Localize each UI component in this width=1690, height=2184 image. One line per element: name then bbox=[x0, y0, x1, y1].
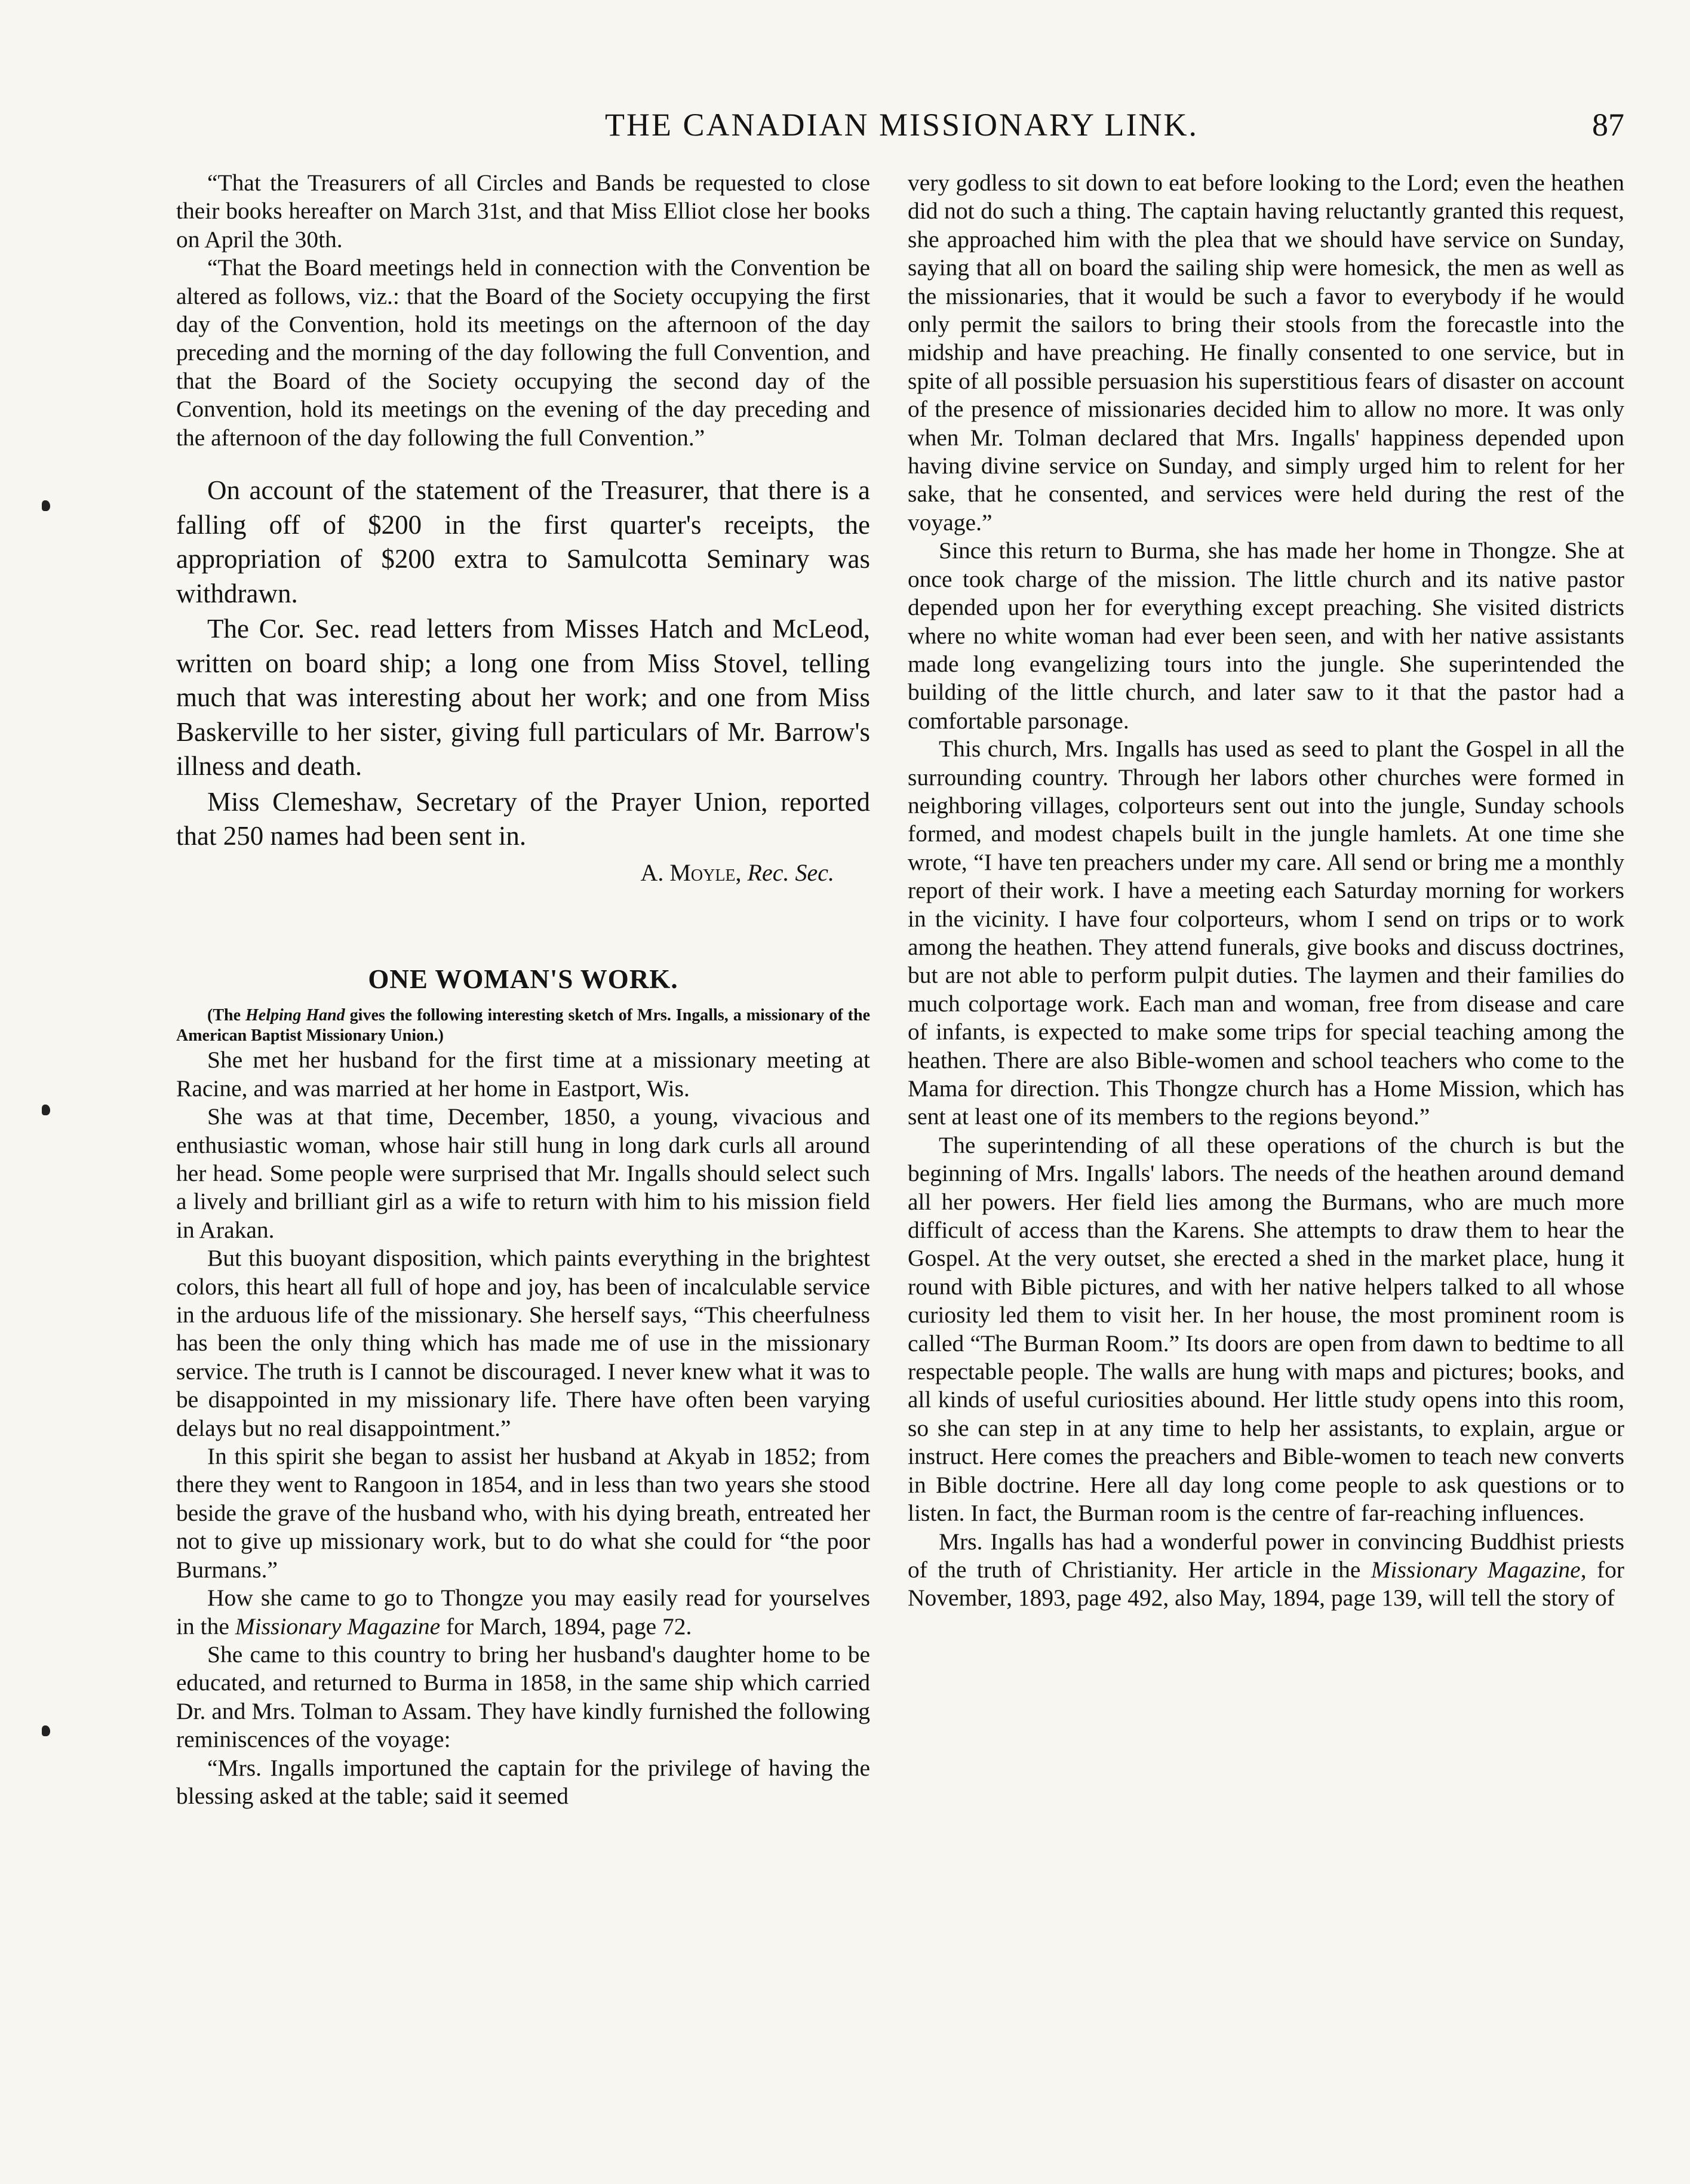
article-para-5: How she came to go to Thongze you may easily read for yourselves in the Missionary Magazine for March, 1894, page 72. bbox=[176, 1585, 870, 1639]
minutes-block bbox=[176, 473, 870, 854]
article-heading: ONE WOMAN'S WORK. bbox=[368, 964, 678, 994]
page-header bbox=[179, 106, 1624, 148]
margin-speck-mark bbox=[42, 1105, 50, 1115]
margin-speck-mark bbox=[42, 1725, 50, 1736]
signature-title: Rec. Sec. bbox=[747, 859, 834, 886]
signature bbox=[176, 859, 870, 887]
article-para-7: “Mrs. Ingalls importuned the captain for the privilege of having the blessing asked at the table; said it seemed bbox=[176, 1754, 870, 1809]
article-para-4: In this spirit she began to assist her husband at Akyab in 1852; from there they went to Rangoon in 1854, and in less than two years she stood beside the grave of the husband who, with his dying breath, entreated her not to give up missionary work, but to do what she could for “the poor Burmans.” bbox=[176, 1443, 870, 1583]
journal-title: THE CANADIAN MISSIONARY LINK. bbox=[605, 107, 1199, 143]
para-prayer-union: Miss Clemeshaw, Secretary of the Prayer Union, reported that 250 names had been sent in. bbox=[176, 786, 870, 851]
resolution-treasurers: “That the Treasurers of all Circles and Bands be requested to close their books hereafter on March 31st, and that Miss Elliot close her books on April the 30th. bbox=[176, 170, 870, 253]
margin-speck-mark bbox=[42, 500, 50, 511]
source-name: Helping Hand bbox=[245, 1006, 345, 1025]
page-number: 87 bbox=[1592, 107, 1624, 143]
para-treasurer-statement: On account of the statement of the Treasurer, that there is a falling off of $200 in the first quarter's receipts, the appropriation of $200 extra to Samulcotta Seminary was withdrawn. bbox=[176, 475, 870, 608]
article-para-10: This church, Mrs. Ingalls has used as seed to plant the Gospel in all the surrounding country. Through her labors other churches were formed in neighboring villages, colporteurs sent out into the jungle, Sunday schools formed, and modest chapels built in the jungle hamlets. At one time she wrote, “I have ten preachers under my care. All send or bring me a monthly report of their work. I have a meeting each Saturday morning for workers in the vicinity. I have four colporteurs, whom I send on trips or to work among the heathen. They attend funerals, give books and discuss doctrines, but are not able to perform pulpit duties. The laymen and their families do much colportage work. Each man and woman, free from disease and care of infants, is expected to make some trips for special teaching among the heathen. There are also Bible-women and school teachers who come to the Mama for direction. This Thongze church has a Home Mission, which has sent at least one of its members to the regions beyond.” bbox=[908, 736, 1624, 1130]
article-para-3: But this buoyant disposition, which paints everything in the brightest colors, this heart all full of hope and joy, has been of incalculable service in the arduous life of the missionary. She herself says, “This cheerfulness has been the only thing which has made me of use in the missionary service. The truth is I cannot be discouraged. I never knew what it was to be disappointed in my missionary life. There have often been varying delays but no real disappointment.” bbox=[176, 1245, 870, 1441]
article-para-12: Mrs. Ingalls has had a wonderful power in convincing Buddhist priests of the truth of Christianity. Her article in the Missionary Magazine, for November, 1893, page 492, also May, 1894, page 139, will tell the story of bbox=[908, 1528, 1624, 1611]
article-para-1: She met her husband for the first time at a missionary meeting at Racine, and was married at her home in Eastport, Wis. bbox=[176, 1047, 870, 1102]
article-para-2: She was at that time, December, 1850, a young, vivacious and enthusiastic woman, whose hair still hung in long dark curls all around her head. Some people were surprised that Mr. Ingalls should select such a lively and brilliant girl as a wife to return with him to his mission field in Arakan. bbox=[176, 1103, 870, 1243]
magazine-name: Missionary Magazine bbox=[235, 1613, 441, 1639]
signature-name: A. Moyle, bbox=[640, 859, 742, 886]
right-column bbox=[908, 169, 1624, 1613]
article-source-note: (The Helping Hand gives the following interesting sketch of Mrs. Ingalls, a missionary of the American Baptist Missionary Union.) bbox=[176, 1006, 871, 1045]
magazine-name: Missionary Magazine bbox=[1371, 1556, 1581, 1583]
article-para-8: very godless to sit down to eat before looking to the Lord; even the heathen did not do such a thing. The captain having reluctantly granted this request, she approached him with the plea that we should have service on Sunday, saying that all on board the sailing ship were homesick, the men as well as the missionaries, that it would be such a favor to everybody if he would only permit the sailors to bring their stools from the forecastle into the midship and have preaching. He finally consented to one service, but in spite of all possible persuasion his superstitious fears of disaster on account of the presence of missionaries decided him to allow no more. It was only when Mr. Tolman declared that Mrs. Ingalls' happiness depended upon having divine service on Sunday, and simply urged him to relent for her sake, that he consented, and services were held during the rest of the voyage.” bbox=[908, 170, 1624, 536]
article-para-9: Since this return to Burma, she has made her home in Thongze. She at once took charge of the mission. The little church and its native pastor depended upon her for everything except preaching. She visited districts where no white woman had ever been seen, and with her native assistants made long evangelizing tours into the jungle. She superintended the building of the little church, and later saw to it that the pastor had a comfortable parsonage. bbox=[908, 537, 1624, 734]
left-column bbox=[176, 169, 870, 1810]
para-cor-sec-letters: The Cor. Sec. read letters from Misses Hatch and McLeod, written on board ship; a long one from Miss Stovel, telling much that was interesting about her work; and one from Miss Baskerville to her sister, giving full particulars of Mr. Barrow's illness and death. bbox=[176, 614, 870, 782]
article-para-6: She came to this country to bring her husband's daughter home to be educated, and returned to Burma in 1858, in the same ship which carried Dr. and Mrs. Tolman to Assam. They have kindly furnished the following reminiscences of the voyage: bbox=[176, 1641, 870, 1753]
article-para-11: The superintending of all these operations of the church is but the beginning of Mrs. Ingalls' labors. The needs of the heathen around demand all her powers. Her field lies among the Burmans, who are much more difficult of access than the Karens. She attempts to draw them to hear the Gospel. At the very outset, she erected a shed in the market place, hung it round with Bible pictures, and with her native helpers talked to all whose curiosity led them to visit her. In her house, the most prominent room is called “The Burman Room.” Its doors are open from dawn to bedtime to all respectable people. The walls are hung with maps and pictures; books, and all kinds of useful curiosities abound. Her little study opens into this room, so she can step in at any time to help her assistants, to explain, argue or instruct. Here comes the preachers and Bible-women to teach new converts in Bible doctrine. Here all day long come people to ask questions or to listen. In fact, the Burman room is the centre of far-reaching influences. bbox=[908, 1131, 1624, 1527]
resolution-board-meetings: “That the Board meetings held in connection with the Convention be altered as follows, viz.: that the Board of the Society occupying the first day of the Convention, hold its meetings on the afternoon of the day preceding and the morning of the day following the full Convention, and that the Board of the Society occupying the second day of the Convention, hold its meetings on the evening of the day preceding and the afternoon of the day following the full Convention.” bbox=[176, 254, 870, 451]
